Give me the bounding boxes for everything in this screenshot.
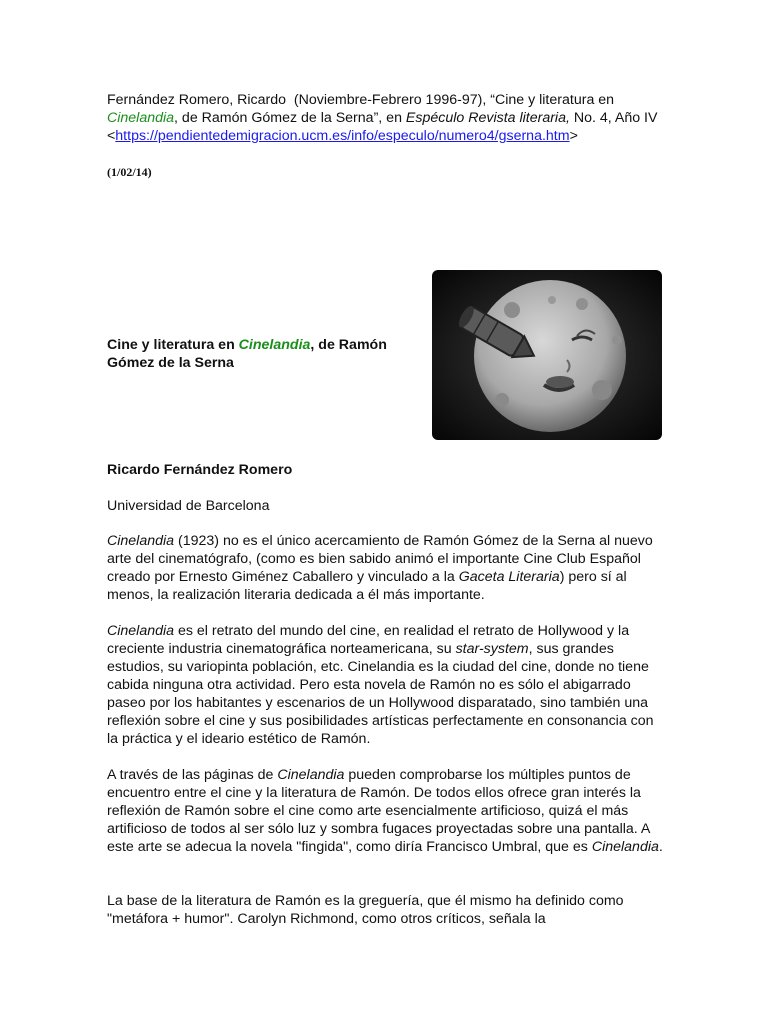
paragraph-2-italic-1: Cinelandia: [107, 623, 175, 639]
article-title-pre: Cine y literatura en: [107, 337, 239, 353]
citation-journal: Espéculo Revista literaria,: [405, 110, 570, 126]
paragraph-1-text-1: (1923) no es el único acercamiento de Ramón Gómez de la Serna al nuevo arte del cinematógrafo, (como es bien sabido animó el importante Cine Club Español creado por Ernesto Giménez Caballero y vinculado a la: [107, 533, 653, 585]
paragraph-3-italic-1: Cinelandia: [277, 767, 345, 783]
paragraph-1-text-2: ) pero sí al menos, la realización literaria dedicada a él más importante.: [107, 569, 627, 603]
article-title-italic: Cinelandia: [238, 337, 311, 353]
citation-issue: No. 4, Año IV <: [107, 110, 658, 144]
citation-url-link[interactable]: https://pendientedemigracion.ucm.es/info/especulo/numero4/gserna.htm: [115, 128, 570, 144]
paragraph-2-text-2: , sus grandes estudios, su variopinta población, etc. Cinelandia es la ciudad del cine, donde no tiene cabida ninguna otra actividad. Pero esta novela de Ramón no es sólo el abigarrado paseo por los habitantes y escenarios de un Hollywood disparatado, sino también una reflexión sobre el cine y sus posibilidades artísticas perfectamente en consonancia con la práctica y el ideario estético de Ramón.: [107, 641, 654, 747]
paragraph-3-text-1: pueden comprobarse los múltiples puntos de encuentro entre el cine y la literatura de Ramón. De todos ellos ofrece gran interés la reflexión de Ramón sobre el cine como arte esencialmente artificioso, quizá el más artificioso de todos al ser sólo luz y sombra fugaces proyectadas sobre una pantalla. A este arte se adecua la novela "fingida", como diría Francisco Umbral, que es: [107, 767, 650, 855]
citation-quote-open: “Cine y literatura en: [490, 92, 615, 108]
paragraph-2-text-1: es el retrato del mundo del cine, en realidad el retrato de Hollywood y la creciente industria cinematográfica norteamericana, su: [107, 623, 630, 657]
citation-work-title: Cinelandia: [107, 110, 175, 126]
byline-author: Ricardo Fernández Romero: [107, 462, 293, 478]
citation-date-range: (Noviembre-Febrero 1996-97),: [293, 92, 487, 108]
paragraph-2: [107, 622, 667, 748]
paragraph-3-italic-2: Cinelandia: [591, 839, 659, 855]
paragraph-3-text-0: A través de las páginas de: [107, 767, 278, 783]
paragraph-3: [107, 766, 667, 856]
citation-author: Fernández Romero, Ricardo: [107, 92, 286, 108]
moon-rocket-illustration: [432, 270, 662, 440]
paragraph-1-italic-1: Cinelandia: [107, 533, 175, 549]
citation: [107, 91, 667, 145]
paragraph-1: [107, 532, 667, 604]
article-title-post: , de Ramón Gómez de la Serna: [107, 337, 387, 371]
paragraph-1-italic-2: Gaceta Literaria: [458, 569, 560, 585]
paragraph-3-text-2: .: [658, 839, 663, 855]
paragraph-4: [107, 892, 667, 928]
citation-rest: , de Ramón Gómez de la Serna”, en: [174, 110, 406, 126]
citation-close: >: [569, 128, 578, 144]
byline-affiliation: Universidad de Barcelona: [107, 498, 270, 514]
paragraph-2-italic-2: star-system: [455, 641, 529, 657]
access-date: (1/02/14): [107, 165, 152, 179]
article-title: [107, 336, 427, 372]
paragraph-4-text-0: La base de la literatura de Ramón es la greguería, que él mismo ha definido como "metáfora + humor". Carolyn Richmond, como otros críticos, señala la: [107, 893, 624, 927]
